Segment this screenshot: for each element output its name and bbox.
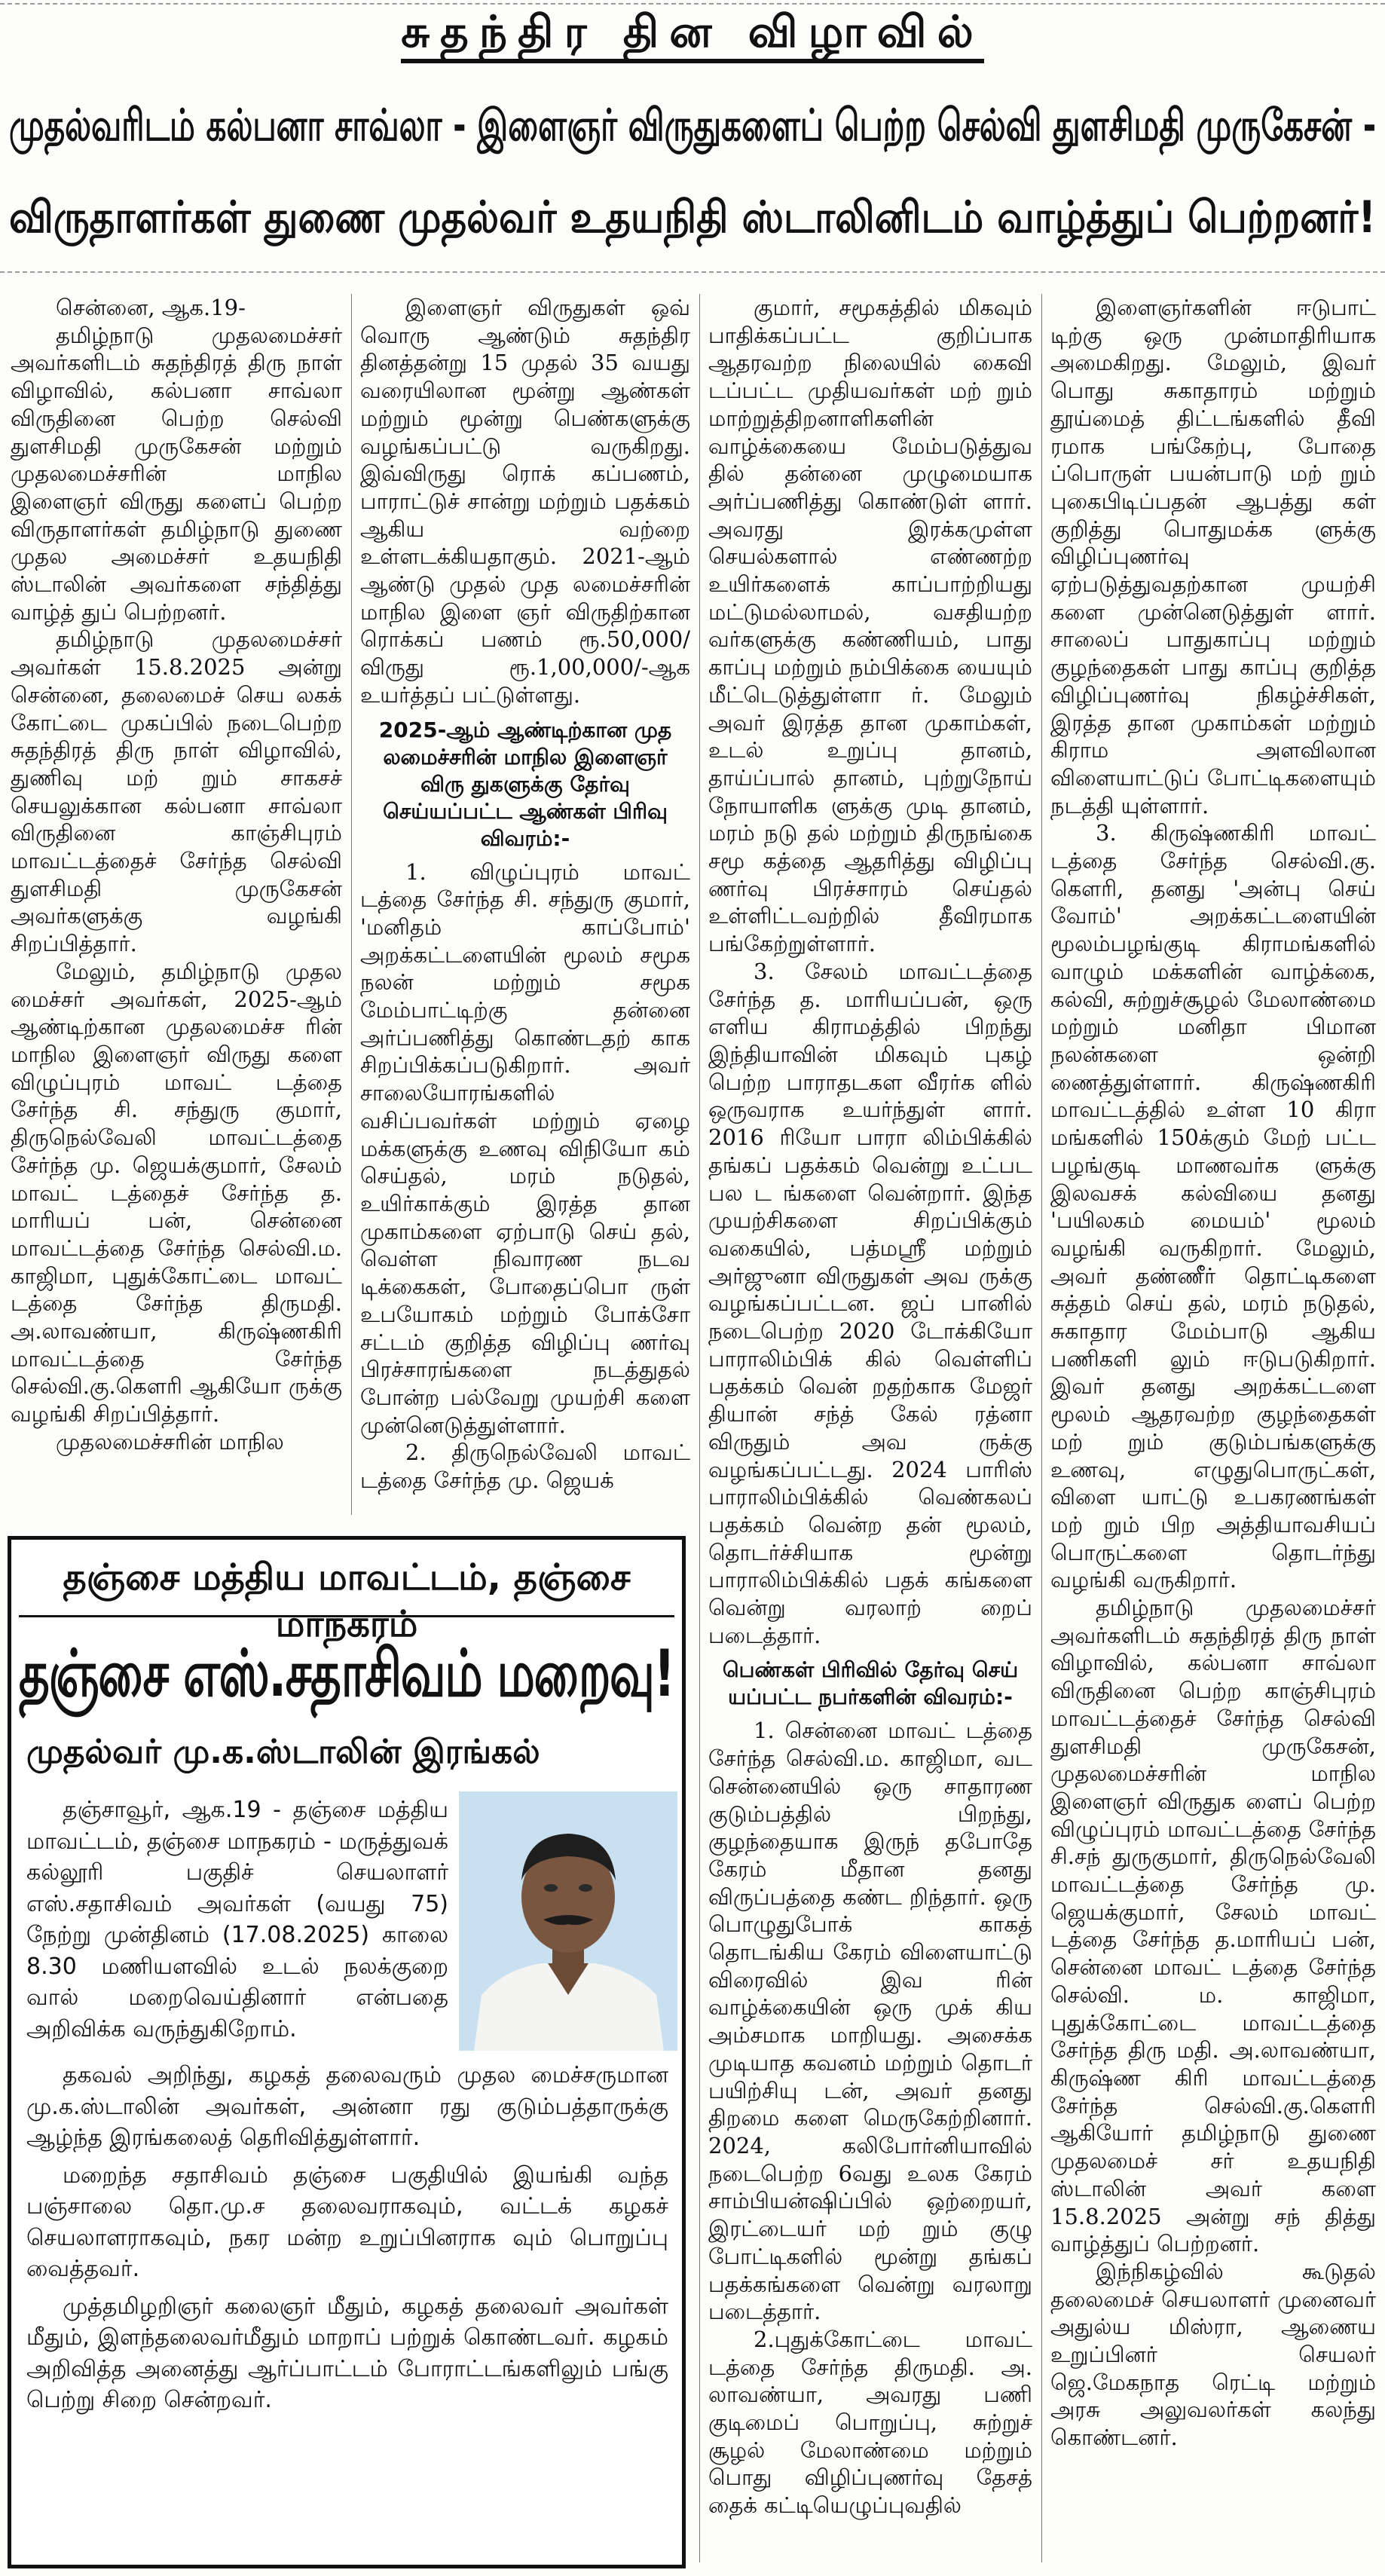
column-rule [699, 294, 700, 2562]
section-subheading: பெண்கள் பிரிவில் தேர்வு செய் யப்பட்ட நபர்களின் விவரம்:- [722, 1657, 1019, 1710]
paragraph: தமிழ்நாடு முதலமைச்சர் அவர்களிடம் சுதந்திரத் திரு நாள் விழாவில், கல்பனா சாவ்லா விருதினை பெற்ற செல்வி துளசிமதி முருகேசன் மற்றும் முதலமைச்சரின் மாநில இளைஞர் விருது களைப் பெற்ற விருதாளர்கள் தமிழ்நாடு துணை முதல அமைச்சர் உதயநிதி ஸ்டாலின் அவர்களை சந்தித்து வாழ்த் துப் பெற்றனர். [11, 322, 342, 625]
obituary-kicker: தஞ்சை மத்திய மாவட்டம், தஞ்சை மாநகரம் [63, 1556, 631, 1645]
article-column-3 [708, 294, 1032, 2566]
paragraph: இந்நிகழ்வில் கூடுதல் தலைமைச் செயலாளர் முனைவர் அதுல்ய மிஸ்ரா, ஆணைய உறுப்பினர் செயலர் ஜெ.மேகநாத ரெட்டி மற்றும் அரசு அலுவலர்கள் கலந்து கொண்டனர். [1050, 2258, 1376, 2451]
article-column-1 [11, 294, 342, 1515]
article-column-4 [1050, 294, 1376, 2566]
paragraph: 1. விழுப்புரம் மாவட் டத்தை சேர்ந்த சி. சந்துரு குமார், 'மனிதம் காப்போம்' அறக்கட்டளையின் மூலம் சமூக நலன் மற்றும் சமூக மேம்பாட்டிற்கு தன்னை அர்ப்பணித்து கொண்டதற் காக சிறப்பிக்கப்படுகிறார். அவர் சாலையோரங்களில் வசிப்பவர்கள் மற்றும் ஏழை மக்களுக்கு உணவு விநியோ கம் செய்தல், மரம் நடுதல், உயிர்காக்கும் இரத்த தான முகாம்களை ஏற்பாடு செய் தல், வெள்ள நிவாரண நடவ டிக்கைகள், போதைப்பொ ருள் உபயோகம் மற்றும் போக்சோ சட்டம் குறித்த விழிப்பு ணர்வு பிரச்சாரங்களை நடத்துதல் போன்ற பல்வேறு முயற்சி களை முன்னெடுத்துள்ளார். [360, 858, 690, 1438]
paragraph: 3. கிருஷ்ணகிரி மாவட் டத்தை சேர்ந்த செல்வி.கு. கௌரி, தனது 'அன்பு செய் வோம்' அறக்கட்டளையின் மூலம்பழங்குடி கிராமங்களில் வாழும் மக்களின் வாழ்க்கை, கல்வி, சுற்றுச்சூழல் மேலாண்மை மற்றும் மனிதா பிமான நலன்களை ஒன்றி ணைத்துள்ளார். கிருஷ்ணகிரி மாவட்டத்தில் உள்ள 10 கிரா மங்களில் 150க்கும் மேற் பட்ட பழங்குடி மாணவர்க ளுக்கு இலவசக் கல்வியை தனது 'பயிலகம் மையம்' மூலம் வழங்கி வருகிறார். மேலும், அவர் தண்ணீர் தொட்டிகளை சுத்தம் செய் தல், மரம் நடுதல், சுகாதார மேம்பாடு ஆகிய பணிகளி லும் ஈடுபடுகிறார். இவர் தனது அறக்கட்டளை மூலம் ஆதரவற்ற குழந்தைகள் மற் றும் குடும்பங்களுக்கு உணவு, எழுதுபொருட்கள், விளை யாட்டு உபகரணங்கள் மற் றும் பிற அத்தியாவசியப் பொருட்களை தொடர்ந்து வழங்கி வருகிறார். [1050, 820, 1376, 1593]
paragraph: முத்தமிழறிஞர் கலைஞர் மீதும், கழகத் தலைவர் அவர்கள் மீதும், இளந்தலைவர்மீதும் மாறாப் பற்றுக் கொண்டவர். கழகம் அறிவித்த அனைத்து ஆர்ப்பாட்டம் போராட்டங்களிலும் பங்கு பெற்று சிறை சென்றவர். [26, 2293, 668, 2413]
obituary-kicker-rule [19, 1615, 674, 1617]
headline-divider [0, 271, 1385, 273]
paragraph: 2. திருநெல்வேலி மாவட் டத்தை சேர்ந்த மு. ஜெயக் [360, 1439, 690, 1494]
portrait-illustration [459, 1791, 677, 2051]
portrait-photo [459, 1791, 677, 2051]
article-column-2 [360, 294, 690, 1515]
paragraph: தமிழ்நாடு முதலமைச்சர் அவர்கள் 15.8.2025 அன்று சென்னை, தலைமைச் செய லகக் கோட்டை முகப்பில் நடைபெற்ற சுதந்திரத் திரு நாள் விழாவில், துணிவு மற் றும் சாகசச் செயலுக்கான கல்பனா சாவ்லா விருதினை காஞ்சிபுரம் மாவட்டத்தைச் சேர்ந்த செல்வி துளசிமதி முருகேசன் அவர்களுக்கு வழங்கி சிறப்பித்தார். [11, 626, 342, 957]
obituary-body [26, 2060, 668, 2565]
paragraph: தகவல் அறிந்து, கழகத் தலைவரும் முதல மைச்சருமான மு.க.ஸ்டாலின் அவர்கள், அன்னா ரது குடும்பத்தாருக்கு ஆழ்ந்த இரங்கலைத் தெரிவித்துள்ளார். [26, 2062, 668, 2151]
paragraph: 1. சென்னை மாவட் டத்தை சேர்ந்த செல்வி.ம. காஜிமா, வட சென்னையில் ஒரு சாதாரண குடும்பத்தில் பிறந்து, குழந்தையாக இருந் தபோதே கேரம் மீதான தனது விருப்பத்தை கண்ட றிந்தார். ஒரு பொழுதுபோக் காகத் தொடங்கிய கேரம் விளையாட்டு விரைவில் இவ ரின் வாழ்க்கையின் ஒரு முக் கிய அம்சமாக மாறியது. அசைக்க முடியாத கவனம் மற்றும் தொடர் பயிற்சியு டன், அவர் தனது திறமை களை மெருகேற்றினார். 2024, கலிபோர்னியாவில் நடைபெற்ற 6வது உலக கேரம் சாம்பியன்ஷிப்பில் ஒற்றையர், இரட்டையர் மற் றும் குழு போட்டிகளில் மூன்று தங்கப் பதக்கங்களை வென்று வரலாறு படைத்தார். [708, 1718, 1032, 2325]
obituary-box [8, 1536, 686, 2568]
obituary-subtitle: முதல்வர் மு.க.ஸ்டாலின் இரங்கல் [26, 1733, 540, 1771]
paragraph: 2.புதுக்கோட்டை மாவட் டத்தை சேர்ந்த திருமதி. அ. லாவண்யா, அவரது பணி குடிமைப் பொறுப்பு, சுற்றுச் சூழல் மேலாண்மை மற்றும் பொது விழிப்புணர்வு தேசத் தைக் கட்டியெழுப்புவதில் [708, 2326, 1032, 2519]
paragraph: மறைந்த சதாசிவம் தஞ்சை பகுதியில் இயங்கி வந்த பஞ்சாலை தொ.மு.ச தலைவராகவும், வட்டக் கழகச் செயலாளராகவும், நகர மன்ற உறுப்பினராக வும் பொறுப்பு வைத்தவர். [26, 2161, 668, 2282]
paragraph: இளைஞர்களின் ஈடுபாட் டிற்கு ஒரு முன்மாதிரியாக அமைகிறது. மேலும், இவர் பொது சுகாதாரம் மற்றும் தூய்மைத் திட்டங்களில் தீவி ரமாக பங்கேற்பு, போதை ப்பொருள் பயன்பாடு மற் றும் புகைபிடிப்பதன் ஆபத்து கள் குறித்து பொதுமக்க ளுக்கு விழிப்புணர்வு ஏற்படுத்துவதற்கான முயற்சி களை முன்னெடுத்துள் ளார். சாலைப் பாதுகாப்பு மற்றும் குழந்தைகள் பாது காப்பு குறித்த விழிப்புணர்வு நிகழ்ச்சிகள், இரத்த தான முகாம்கள் மற்றும் கிராம அளவிலான விளையாட்டுப் போட்டிகளையும் நடத்தி யுள்ளார். [1050, 295, 1376, 818]
headline-line-1: முதல்வரிடம் கல்பனா சாவ்லா - இளைஞர் விருதுகளைப் பெற்ற செல்வி துளசிமதி முருகேசன் - [9, 99, 1377, 151]
paragraph: இளைஞர் விருதுகள் ஒவ் வொரு ஆண்டும் சுதந்திர தினத்தன்று 15 முதல் 35 வயது வரையிலான மூன்று ஆண்கள் மற்றும் மூன்று பெண்களுக்கு வழங்கப்பட்டு வருகிறது. இவ்விருது ரொக் கப்பணம், பாராட்டுச் சான்று மற்றும் பதக்கம் ஆகிய வற்றை உள்ளடக்கியதாகும். 2021-ஆம் ஆண்டு முதல் முத லமைச்சரின் மாநில இளை ஞர் விருதிற்கான ரொக்கப் பணம் ரூ.50,000/விருது ரூ.1,00,000/-ஆக உயர்த்தப் பட்டுள்ளது. [360, 295, 690, 708]
obituary-title: தஞ்சை எஸ்.சதாசிவம் மறைவு! [19, 1636, 674, 1712]
paragraph: குமார், சமூகத்தில் மிகவும் பாதிக்கப்பட்ட குறிப்பாக ஆதரவற்ற நிலையில் கைவி டப்பட்ட முதியவர்கள் மற் றும் மாற்றுத்திறனாளிகளின் வாழ்க்கையை மேம்படுத்துவ தில் தன்னை முழுமையாக அர்ப்பணித்து கொண்டுள் ளார். அவரது இரக்கமுள்ள செயல்களால் எண்ணற்ற உயிர்களைக் காப்பாற்றியது மட்டுமல்லாமல், வசதியற்ற வர்களுக்கு கண்ணியம், பாது காப்பு மற்றும் நம்பிக்கை யையும் மீட்டெடுத்துள்ளா ர். மேலும் அவர் இரத்த தான முகாம்கள், உடல் உறுப்பு தானம், தாய்ப்பால் தானம், புற்றுநோய் நோயாளிக ளுக்கு முடி தானம், மரம் நடு தல் மற்றும் திருநங்கை சமூ கத்தை ஆதரித்து விழிப்பு ணர்வு பிரச்சாரம் செய்தல் உள்ளிட்டவற்றில் தீவிரமாக பங்கேற்றுள்ளார். [708, 295, 1032, 957]
paragraph: தமிழ்நாடு முதலமைச்சர் அவர்களிடம் சுதந்திரத் திரு நாள் விழாவில், கல்பனா சாவ்லா விருதினை பெற்ற காஞ்சிபுரம் மாவட்டத்தைச் சேர்ந்த செல்வி துளசிமதி முருகேசன், முதலமைச்சரின் மாநில இளைஞர் விருதுக ளைப் பெற்ற விழுப்புரம் மாவட்டத்தை சேர்ந்த சி.சந் துருகுமார், திருநெல்வேலி மாவட்டத்தை சேர்ந்த மு. ஜெயக்குமார், சேலம் மாவட் டத்தை சேர்ந்த த.மாரியப் பன், சென்னை மாவட் டத்தை சேர்ந்த செல்வி. ம. காஜிமா, புதுக்கோட்டை மாவட்டத்தை சேர்ந்த திரு மதி. அ.லாவண்யா, கிருஷ்ண கிரி மாவட்டத்தை சேர்ந்த செல்வி.கு.கௌரி ஆகியோர் தமிழ்நாடு துணை முதலமைச் சர் உதயநிதி ஸ்டாலின் அவர் களை 15.8.2025 அன்று சந் தித்து வாழ்த்துப் பெற்றனர். [1050, 1595, 1376, 2257]
kicker: சுதந்திர தின விழாவில் [0, 6, 1385, 63]
obituary-lead [26, 1794, 448, 2058]
dateline: சென்னை, ஆக.19- [56, 295, 246, 320]
column-rule [351, 294, 352, 1515]
paragraph: 3. சேலம் மாவட்டத்தை சேர்ந்த த. மாரியப்பன், ஒரு எளிய கிராமத்தில் பிறந்து இந்தியாவின் மிகவும் புகழ் பெற்ற பாராதடகள வீரர்க ளில் ஒருவராக உயர்ந்துள் ளார். 2016 ரியோ பாரா லிம்பிக்கில் தங்கப் பதக்கம் வென்று உட்பட பல ட ங்களை வென்றார். இந்த முயற்சிகளை சிறப்பிக்கும் வகையில், பத்மஸ்ரீ மற்றும் அர்ஜுனா விருதுகள் அவ ருக்கு வழங்கப்பட்டன. ஜப் பானில் நடைபெற்ற 2020 டோக்கியோ பாராலிம்பிக் கில் வெள்ளிப் பதக்கம் வென் றதற்காக மேஜர் தியான் சந்த் கேல் ரத்னா விருதும் அவ ருக்கு வழங்கப்பட்டது. 2024 பாரிஸ் பாராலிம்பிக்கில் வெண்கலப் பதக்கம் வென்ற தன் மூலம், தொடர்ச்சியாக மூன்று பாராலிம்பிக்கில் பதக் கங்களை வென்று வரலாற் றைப் படைத்தார். [708, 958, 1032, 1648]
headline-line-2: விருதாளர்கள் துணை முதல்வர் உதயநிதி ஸ்டாலினிடம் வாழ்த்துப் பெற்றனர்! [9, 191, 1376, 243]
section-subheading: 2025-ஆம் ஆண்டிற்கான முத லமைச்சரின் மாநில இளைஞர் விரு துகளுக்கு தேர்வு செய்யப்பட்ட ஆண்கள் பிரிவு விவரம்:- [378, 717, 672, 851]
paragraph: முதலமைச்சரின் மாநில [56, 1428, 284, 1455]
paragraph: மேலும், தமிழ்நாடு முதல மைச்சர் அவர்கள், 2025-ஆம் ஆண்டிற்கான முதலமைச்ச ரின் மாநில இளைஞர் விருது களை விழுப்புரம் மாவட் டத்தை சேர்ந்த சி. சந்துரு குமார், திருநெல்வேலி மாவட்டத்தை சேர்ந்த மு. ஜெயக்குமார், சேலம் மாவட் டத்தைச் சேர்ந்த த. மாரியப் பன், சென்னை மாவட்டத்தை சேர்ந்த செல்வி.ம. காஜிமா, புதுக்கோட்டை மாவட் டத்தை சேர்ந்த திருமதி. அ.லாவண்யா, கிருஷ்ணகிரி மாவட்டத்தை சேர்ந்த செல்வி.கு.கௌரி ஆகியோ ருக்கு வழங்கி சிறப்பித்தார். [11, 958, 342, 1427]
top-dotted-rule [0, 3, 1385, 5]
column-rule [1041, 294, 1042, 2562]
paragraph: தஞ்சாவூர், ஆக.19 - தஞ்சை மத்திய மாவட்டம், தஞ்சை மாநகரம் - மருத்துவக் கல்லூரி பகுதிச் செயலாளர் எஸ்.சதாசிவம் அவர்கள் (வயது 75) நேற்று முன்தினம் (17.08.2025) காலை 8.30 மணியளவில் உடல் நலக்குறை வால் மறைவெய்தினார் என்பதை அறிவிக்க வருந்துகிறோம். [26, 1797, 448, 2042]
